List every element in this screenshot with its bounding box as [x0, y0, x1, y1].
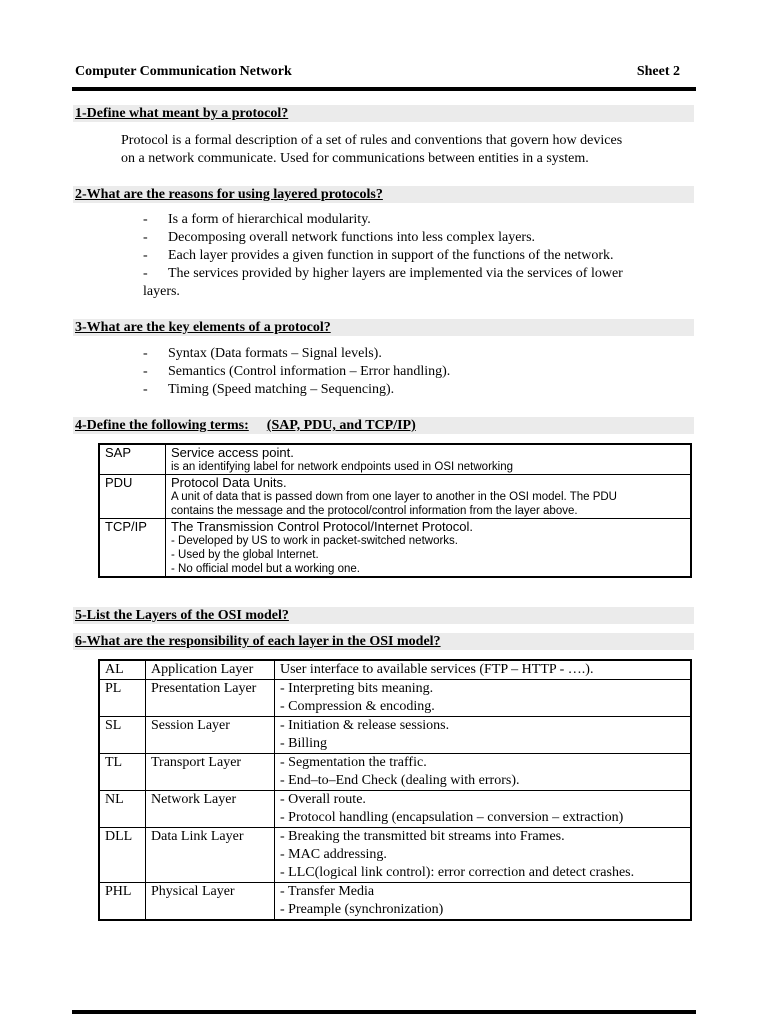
layer-responsibility: - Breaking the transmitted bit streams into Frames. - MAC addressing. - LLC(logical link control): error correction and detect crashes.: [275, 828, 692, 883]
layer-responsibility: - Interpreting bits meaning. - Compression & encoding.: [275, 680, 692, 717]
list-item: - The services provided by higher layers are implemented via the services of lower: [143, 266, 623, 281]
table-row: [99, 519, 691, 578]
layer-abbr: AL: [99, 660, 146, 680]
layer-abbr: NL: [99, 791, 146, 828]
layer-name: Data Link Layer: [146, 828, 275, 883]
question-6-heading: 6-What are the responsibility of each layer in the OSI model?: [73, 633, 694, 650]
header-rule: [72, 87, 696, 91]
layer-responsibility: - Transfer Media - Preample (synchronization): [275, 883, 692, 921]
table-row: [99, 660, 691, 680]
layer-abbr: TL: [99, 754, 146, 791]
table-row: [99, 717, 691, 754]
layer-name: Application Layer: [146, 660, 275, 680]
table-row: [99, 828, 691, 883]
question-2-heading: 2-What are the reasons for using layered protocols?: [73, 186, 694, 203]
course-title: Computer Communication Network: [75, 64, 292, 79]
layer-responsibility: - Segmentation the traffic. - End–to–End Check (dealing with errors).: [275, 754, 692, 791]
footer-rule: [72, 1010, 696, 1014]
sheet-number: Sheet 2: [636, 64, 680, 79]
question-1-heading: 1-Define what meant by a protocol?: [73, 105, 694, 122]
list-item: - Decomposing overall network functions into less complex layers.: [143, 230, 536, 245]
layer-abbr: SL: [99, 717, 146, 754]
layer-name: Network Layer: [146, 791, 275, 828]
layer-name: Presentation Layer: [146, 680, 275, 717]
term-definition: Service access point. is an identifying label for network endpoints used in OSI networking: [166, 444, 692, 475]
layer-name: Transport Layer: [146, 754, 275, 791]
table-row: [99, 475, 691, 519]
terms-table: [98, 443, 692, 578]
table-row: [99, 680, 691, 717]
question-1-answer: Protocol is a formal description of a set of rules and conventions that govern how devices on a network communicate. Used for communications between entities in a system.: [121, 133, 623, 166]
term-definition: The Transmission Control Protocol/Internet Protocol. - Developed by US to work in packet-switched networks. - Used by the global Internet. - No official model but a working one.: [166, 519, 692, 578]
question-5-heading: 5-List the Layers of the OSI model?: [73, 607, 694, 624]
table-row: [99, 444, 691, 475]
question-3-list: [143, 345, 703, 399]
question-3-heading: 3-What are the key elements of a protocol?: [73, 319, 694, 336]
layer-abbr: PHL: [99, 883, 146, 921]
term-abbr: TCP/IP: [99, 519, 166, 578]
layer-abbr: DLL: [99, 828, 146, 883]
list-item: - Semantics (Control information – Error handling).: [143, 364, 451, 379]
question-4-heading: 4-Define the following terms: (SAP, PDU, and TCP/IP): [73, 417, 694, 434]
layer-name: Physical Layer: [146, 883, 275, 921]
question-2-list: [143, 211, 703, 301]
layer-abbr: PL: [99, 680, 146, 717]
page-header: [75, 64, 680, 80]
table-row: [99, 883, 691, 921]
list-item: - Is a form of hierarchical modularity.: [143, 212, 371, 227]
list-item: - Syntax (Data formats – Signal levels).: [143, 346, 382, 361]
osi-layers-table: [98, 659, 692, 921]
table-row: [99, 791, 691, 828]
term-abbr: PDU: [99, 475, 166, 519]
layer-responsibility: User interface to available services (FTP – HTTP - ….).: [275, 660, 692, 680]
term-abbr: SAP: [99, 444, 166, 475]
layer-name: Session Layer: [146, 717, 275, 754]
list-item: - Timing (Speed matching – Sequencing).: [143, 382, 395, 397]
list-item-wrap: layers.: [143, 284, 180, 299]
list-item: - Each layer provides a given function in support of the functions of the network.: [143, 248, 614, 263]
layer-responsibility: - Initiation & release sessions. - Billing: [275, 717, 692, 754]
term-definition: Protocol Data Units. A unit of data that is passed down from one layer to another in the OSI model. The PDU contains the message and the protocol/control information from the layer above.: [166, 475, 692, 519]
table-row: [99, 754, 691, 791]
layer-responsibility: - Overall route. - Protocol handling (encapsulation – conversion – extraction): [275, 791, 692, 828]
